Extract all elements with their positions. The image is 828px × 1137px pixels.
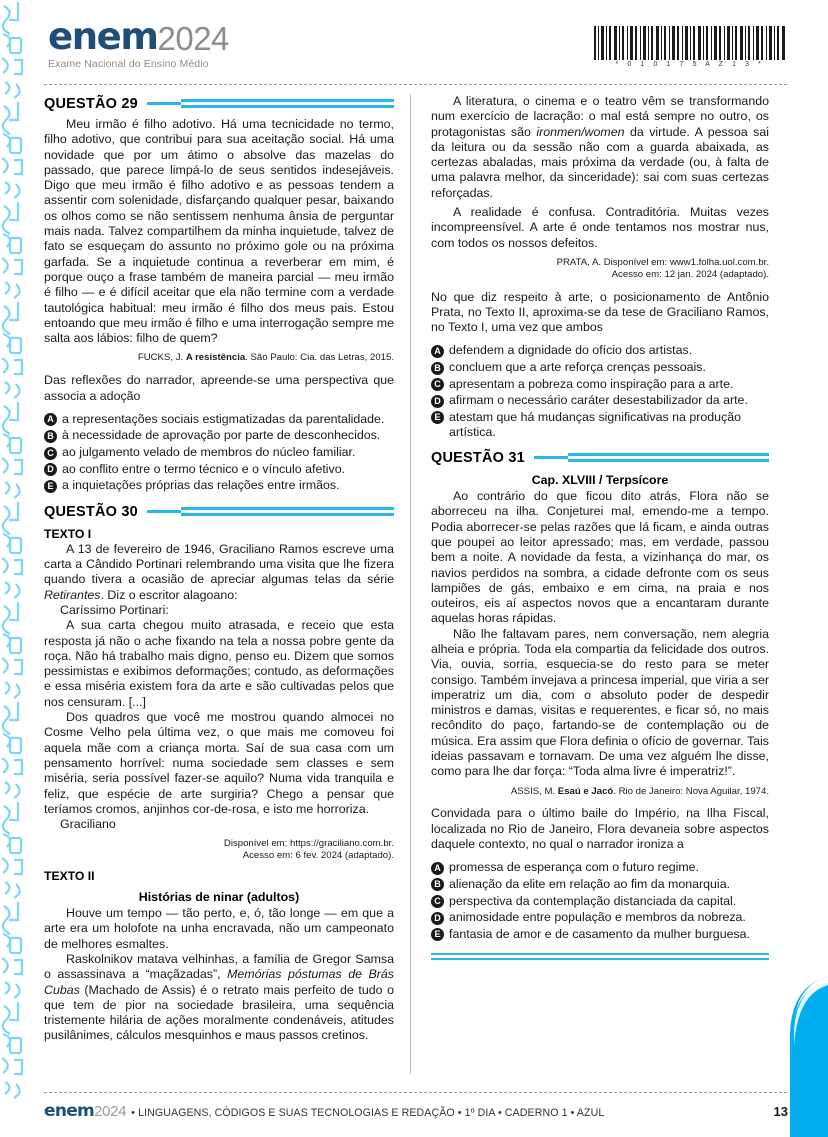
- alternative-marker-d: D: [431, 395, 444, 408]
- alternative-marker-a: A: [44, 413, 57, 426]
- texto-1-greeting: Caríssimo Portinari:: [60, 603, 169, 617]
- texto-2-book-title: Memórias póstumas de Brás Cubas: [44, 967, 395, 997]
- question-30: [44, 504, 394, 1044]
- alternative-text-c: apresentam a pobreza como inspiração para a arte.: [449, 376, 734, 391]
- alternative-d[interactable]: [431, 910, 769, 926]
- texto-2-paragraph-4: A realidade é confusa. Contraditória. Muitas vezes incompreensível. A arte é onde tentamos nos mostrar nus, com todos os nossos defeitos.: [431, 205, 769, 250]
- alternative-b[interactable]: [431, 360, 769, 376]
- texto-1-label: TEXTO I: [44, 526, 92, 541]
- texto-2-p3-part1: A literatura, o cinema e o teatro vêm se transformando num exercício de lacração: o mal está sempre no outro, os protagonistas são: [431, 94, 769, 139]
- alternative-a[interactable]: [431, 860, 769, 876]
- alternative-marker-a: A: [431, 345, 444, 358]
- texto-2-paragraph-3: [431, 94, 769, 201]
- question-29-header: [44, 96, 394, 112]
- texto-1-intro-part1: A 13 de fevereiro de 1946, Graciliano Ramos escreve uma carta a Cândido Portinari relembrando uma visita que lhe fizera quando tivera a ocasião de apreciar algumas telas da série: [44, 541, 394, 587]
- question-29-paragraph: Meu irmão é filho adotivo. Há uma tecnicidade no termo, filho adotivo, que contribui para sua aceitação social. Há uma novidade que por um átimo o absolve das mazelas do passado, que parece limpá-lo de seus sentidos indesejáveis. Digo que meu irmão é filho adotivo e as pessoas tendem a assentir com solenidade, disfarçando qualquer pesar, baixando os olhos como se não sentissem nenhuma ânsia de perguntar mais nada. Talvez compartilhem da minha inquietude, talvez de fato se esqueçam do assunto no próximo gole ou na próxima garfada. Se a inquietude continua a reverberar em mim, é porque ouço a frase também de maneira parcial — meu irmão é filho — e é difícil aceitar que ela não termine com a verdade tautológica habitual: meu irmão é filho dos meus pais. Estou entoando que meu irmão é filho e uma interrogação sempre me salta aos lábios: filho de quem?: [44, 117, 394, 346]
- question-31-chapter-title: Cap. XLVIII / Terpsícore: [531, 473, 669, 488]
- source-title: Esaú e Jacó: [557, 785, 614, 797]
- texto-1-paragraph-2: Dos quadros que você me mostrou quando almocei no Cosme Velho pela última vez, o que mais me comoveu foi aquela mãe com a criança morta. Saí de sua casa com um pensamento horrível: numa sociedade sem classes e sem miséria, seria possível fazer-se aquilo? Numa vida tranquila e feliz, que espécie de arte surgiria? Chego a pensar que teríamos cromos, anjinhos cor-de-rosa, e isto me horroriza.: [44, 710, 394, 816]
- question-30-alternatives: [431, 343, 769, 441]
- alternative-marker-c: C: [431, 378, 444, 391]
- alternative-text-d: ao conflito entre o termo técnico e o vínculo afetivo.: [62, 461, 346, 476]
- alternative-text-c: ao julgamento velado de membros do núcleo familiar.: [62, 445, 356, 460]
- alternative-e[interactable]: [431, 410, 769, 441]
- footer-enem-logo-word: enem: [44, 1101, 95, 1121]
- question-31-source: [431, 786, 769, 798]
- question-header-bars: [147, 98, 394, 110]
- alternative-e[interactable]: [44, 478, 394, 494]
- question-29-statement: Das reflexões do narrador, apreende-se uma perspectiva que associa a adoção: [44, 373, 394, 403]
- alternative-text-b: alienação da elite em relação ao fim da monarquia.: [449, 876, 731, 891]
- texto-2-p2-part1: Raskolnikov matava velhinhas, a família de Gregor Samsa o assassinava a “maçãzadas”,: [44, 951, 394, 982]
- alternative-a[interactable]: [44, 412, 394, 428]
- question-31-alternatives: [431, 860, 769, 942]
- corner-swoosh-decoration: [782, 977, 828, 1137]
- barcode-code-text: * 0 1 0 1 7 5 A Z 1 3 *: [615, 61, 765, 68]
- left-edge-pattern-decoration: [0, 0, 26, 1137]
- question-header-bars: [534, 452, 769, 464]
- texto-1-source: [44, 838, 394, 862]
- source-publisher: . São Paulo: Cia. das Letras, 2015.: [245, 352, 394, 364]
- texto-1-source-line2: Acesso em: 6 fev. 2024 (adaptado).: [242, 850, 394, 862]
- question-30-label: QUESTÃO 30: [44, 503, 138, 520]
- footer-exam-info: • LINGUAGENS, CÓDIGOS E SUAS TECNOLOGIAS E REDAÇÃO • 1º DIA • CADERNO 1 • AZUL: [131, 1107, 605, 1119]
- question-29-alternatives: [44, 412, 394, 494]
- alternative-c[interactable]: [431, 377, 769, 393]
- enem-logo-year: 2024: [157, 20, 229, 57]
- alternative-text-a: promessa de esperança com o futuro regime.: [449, 860, 700, 875]
- question-31-paragraph-1: Ao contrário do que ficou dito atrás, Flora não se aborreceu na ilha. Conjeturei mal, emendo-me a tempo. Podia aborrecer-se pelas razões que lá ficam, e ainda outras que poupei ao leitor apressado; mas, em verdade, passou bem a noite. A novidade da festa, a vizinhança do mar, os navios perdidos na sombra, a cidade defronte com os seus lampiões de gás, embaixo e em cima, na praia e nos outeiros, eis aí aspectos novos que a encantaram durante aquelas horas rápidas.: [431, 489, 769, 626]
- alternative-marker-e: E: [431, 928, 444, 941]
- question-header-bars: [147, 506, 394, 518]
- barcode-bars: [592, 26, 788, 60]
- alternative-marker-c: C: [431, 895, 444, 908]
- texto-2-label: TEXTO II: [44, 869, 95, 884]
- alternative-text-a: defendem a dignidade do ofício dos artistas.: [449, 343, 693, 358]
- texto-1-signature: Graciliano: [60, 817, 116, 832]
- alternative-text-e: a inquietações próprias das relações entre irmãos.: [62, 478, 340, 493]
- texto-2-ironmen-term: ironmen/women: [536, 124, 625, 139]
- question-29-label: QUESTÃO 29: [44, 96, 138, 112]
- texto-1-paragraph-1: A sua carta chegou muito atrasada, e receio que esta resposta já não o ache fixando na tela a nossa pobre gente da roça. Não há trabalho mais digno, penso eu. Dizem que somos pessimistas e exibimos deformações; contudo, as deformações e essa miséria existem fora da arte e são cultivadas pelos que nos censuram. [...]: [44, 618, 394, 709]
- footer-enem-logo-year: 2024: [94, 1103, 127, 1120]
- barcode: [592, 26, 788, 68]
- texto-2-title: Histórias de ninar (adultos): [138, 890, 300, 905]
- alternative-text-b: à necessidade de aprovação por parte de desconhecidos.: [62, 428, 381, 443]
- alternative-marker-a: A: [431, 862, 444, 875]
- alternative-marker-c: C: [44, 447, 57, 460]
- page-header: [48, 15, 788, 70]
- source-author: FUCKS, J.: [137, 352, 186, 364]
- alternative-marker-b: B: [431, 362, 444, 375]
- question-30-header: [44, 504, 394, 520]
- texto-1-intro-paragraph: [44, 542, 394, 603]
- content-columns: [44, 94, 788, 1076]
- question-31-statement: Convidada para o último baile do Império, na Ilha Fiscal, localizada no Rio de Janeiro, Flora devaneia sobre aspectos daquele contexto, no qual o narrador ironiza a: [431, 806, 769, 852]
- texto-1-series-title: Retirantes: [44, 587, 101, 602]
- alternative-marker-e: E: [431, 411, 444, 424]
- alternative-b[interactable]: [44, 428, 394, 444]
- alternative-text-e: fantasia de amor e de casamento da mulher burguesa.: [449, 926, 750, 941]
- texto-2-p2-part2: (Machado de Assis) é o retrato mais perfeito de tudo o que tem de pior na sociedade brasileira, uma sequência tristemente hilária de ações moralmente condenáveis, atitudes pusilânimes, cálculos mesquinhos e maus passos cretinos.: [44, 982, 394, 1043]
- alternative-text-e: atestam que há mudanças significativas na produção artística.: [449, 409, 742, 440]
- texto-2-source-line1: PRATA, A. Disponível em: www1.folha.uol.com.br.: [556, 256, 769, 268]
- alternative-text-b: concluem que a arte reforça crenças pessoais.: [449, 360, 706, 375]
- question-31: [431, 450, 769, 960]
- texto-2-paragraph-1: Houve um tempo — tão perto, e, ó, tão longe — em que a arte era um holofote na unha encravada, não um campeonato de melhores esmaltes.: [44, 906, 394, 951]
- source-author: ASSIS, M.: [510, 785, 558, 797]
- alternative-text-c: perspectiva da contemplação distanciada da capital.: [449, 893, 737, 908]
- footer-divider: [44, 1092, 788, 1093]
- source-title: A resistência: [185, 352, 246, 364]
- page-footer: [44, 1101, 788, 1121]
- left-column: [44, 94, 402, 1076]
- header-divider: [44, 84, 788, 85]
- alternative-text-a: a representações sociais estigmatizadas da parentalidade.: [62, 411, 385, 426]
- alternative-d[interactable]: [44, 462, 394, 478]
- source-publisher: . Rio de Janeiro: Nova Aguilar, 1974.: [613, 785, 769, 797]
- question-29: [44, 96, 394, 494]
- question-31-header: [431, 450, 769, 466]
- enem-logo-word: enem: [48, 15, 158, 58]
- page-number: 13: [773, 1104, 788, 1119]
- alternative-d[interactable]: [431, 393, 769, 409]
- question-31-paragraph-2: Não lhe faltavam pares, nem conversação, nem alegria alheia e própria. Toda ela compartia da felicidade dos outros. Via, ouvia, sorria, esquecia-se do resto para se meter consigo. Também invejava a princesa imperial, que viria a ser imperatriz um dia, com o absoluto poder de despedir ministros e damas, visitas e requerentes, e ficar só, no mais recôndito do paço, fartando-se de contemplação ou de música. Era assim que Flora definia o ofício de governar. Tais ideias passavam e tornavam. De uma vez alguém lhe disse, como para lhe dar força: “Toda alma livre é imperatriz!”.: [431, 626, 769, 779]
- alternative-text-d: afirmam o necessário caráter desestabilizador da arte.: [449, 393, 748, 408]
- alternative-c[interactable]: [431, 894, 769, 910]
- texto-1-intro-part2: . Diz o escritor alagoano:: [100, 587, 238, 602]
- alternative-marker-d: D: [44, 463, 57, 476]
- texto-2-paragraph-2: [44, 952, 394, 1044]
- texto-2-source: [431, 257, 769, 281]
- alternative-marker-b: B: [431, 878, 444, 891]
- question-31-label: QUESTÃO 31: [431, 450, 525, 467]
- question-29-source: [44, 352, 394, 364]
- alternative-marker-b: B: [44, 430, 57, 443]
- alternative-b[interactable]: [431, 877, 769, 893]
- right-column: [411, 94, 769, 1076]
- alternative-c[interactable]: [44, 445, 394, 461]
- texto-2-p3-part2: da virtude. A pessoa sai da leitura ou da sessão não com a guarda abaixada, as certezas abaladas, mais próxima da verdade (ou, à falta de uma palavra melhor, da sinceridade): sai com suas certezas reforçadas.: [431, 124, 769, 200]
- texto-2-source-line2: Acesso em: 12 jan. 2024 (adaptado).: [611, 268, 769, 280]
- alternative-marker-d: D: [431, 912, 444, 925]
- question-31-closing-rule: [431, 953, 769, 960]
- exam-subtitle: Exame Nacional do Ensino Médio: [48, 58, 209, 70]
- alternative-marker-e: E: [44, 480, 57, 493]
- question-30-statement: No que diz respeito à arte, o posicionamento de Antônio Prata, no Texto II, aproxima-se da tese de Graciliano Ramos, no Texto I, uma vez que ambos: [431, 289, 769, 335]
- alternative-text-d: animosidade entre população e membros da nobreza.: [449, 910, 746, 925]
- question-30-continued: [431, 94, 769, 441]
- texto-1-source-line1: Disponível em: https://graciliano.com.br.: [223, 838, 394, 850]
- alternative-a[interactable]: [431, 343, 769, 359]
- alternative-e[interactable]: [431, 927, 769, 943]
